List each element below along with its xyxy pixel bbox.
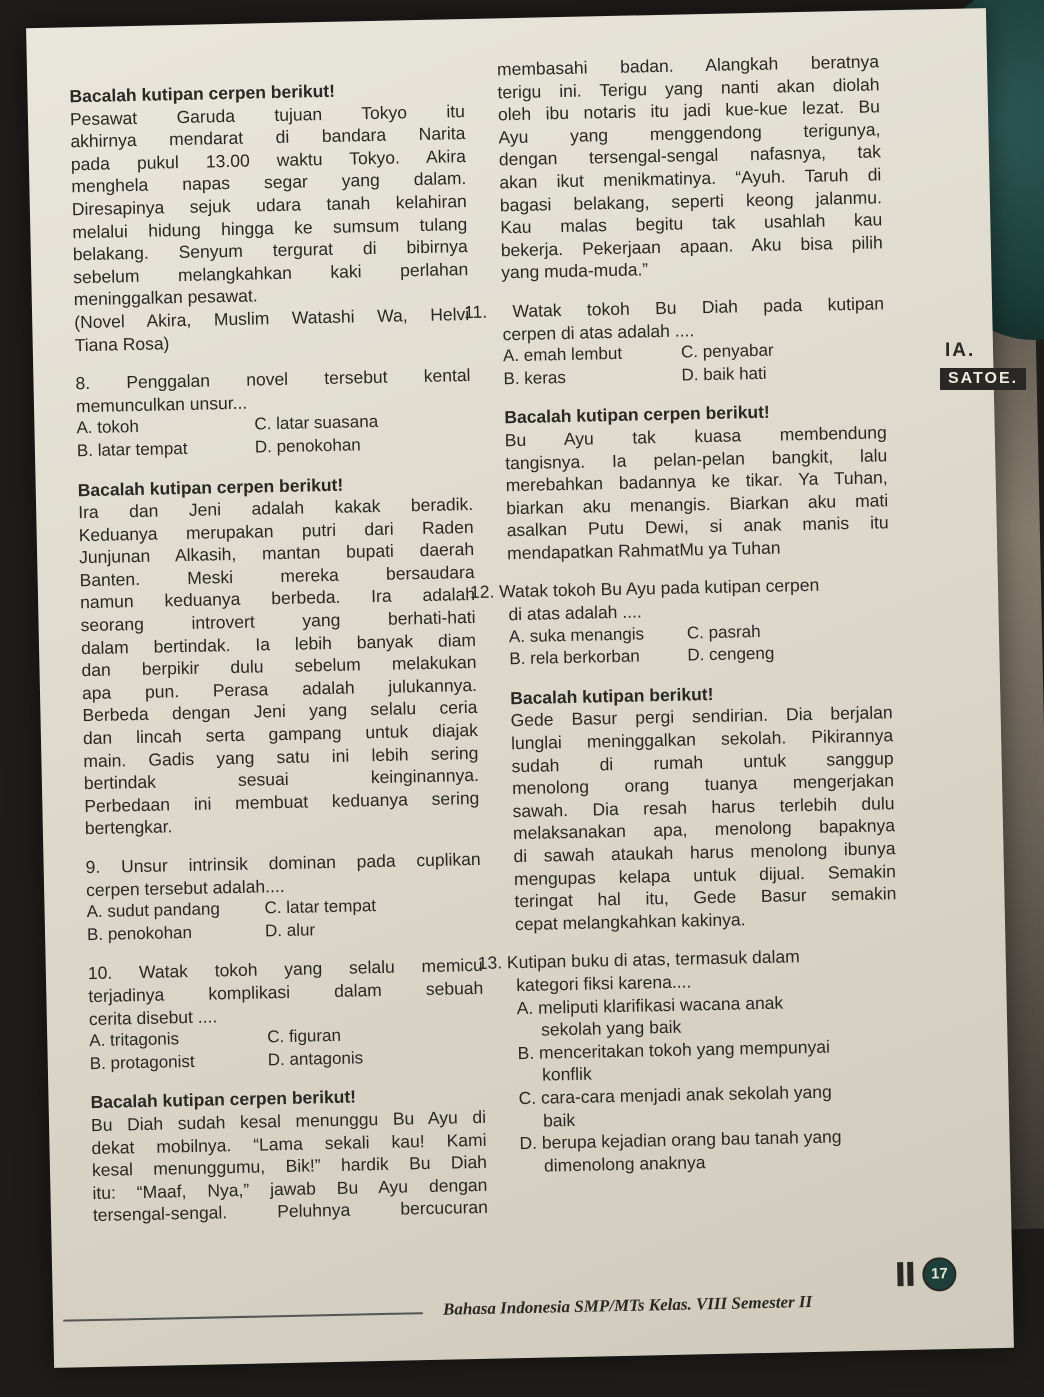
page-number: 17: [922, 1257, 957, 1292]
left-column: [69, 77, 488, 1227]
answer-option[interactable]: D. penokohan: [254, 435, 361, 457]
footer-mark: [897, 1262, 904, 1286]
passage-line: Gede Basur pergi sendirian. Dia berjalan: [510, 702, 893, 731]
answer-option[interactable]: B. rela berkorban: [509, 646, 640, 669]
answer-option[interactable]: D. cengeng: [687, 643, 775, 665]
passage-line: namun keduanya berbeda. Ira adalah: [79, 584, 476, 613]
answer-option[interactable]: C. latar suasana: [254, 412, 379, 434]
question-text: 8. Penggalan novel tersebut kental: [75, 365, 471, 394]
answer-option[interactable]: B. protagonist: [89, 1051, 195, 1073]
question-11: [464, 292, 886, 391]
answer-option[interactable]: A. sudut pandang: [86, 899, 221, 922]
poster-label: IA.: [945, 340, 976, 361]
answer-option[interactable]: A. tokoh: [76, 417, 140, 438]
footer-book-title: Bahasa Indonesia SMP/MTs Kelas. VIII Semester II: [442, 1292, 813, 1319]
passage-line: cepat melangkahkan kakinya.: [514, 909, 746, 934]
question-text: di atas adalah ....: [508, 601, 642, 625]
passage-line: merebahkan badannya ke tikar. Ya Tuhan,: [505, 467, 888, 496]
passage-1: [69, 77, 470, 356]
passage-line: lunglai meninggalkan sekolah. Pikirannya: [510, 725, 894, 754]
passage-line: mengupas kelapa untuk dijual. Semakin: [513, 860, 897, 889]
passage-line: oleh ibu notaris itu jadi kue-kue lezat. Bu: [497, 96, 881, 125]
passage-line: Berbeda dengan Jeni yang selalu ceria: [82, 697, 478, 726]
passage-line: dengan tersengal-sengal nafasnya, tak: [498, 141, 882, 170]
answer-option[interactable]: B. menceritakan tokoh yang mempunyai: [517, 1036, 831, 1063]
passage-line: Ira dan Jeni adalah kakak beradik.: [78, 494, 474, 523]
question-text: cerita disebut ....: [88, 1005, 218, 1029]
answer-option[interactable]: B. keras: [503, 367, 567, 388]
passage-heading: Bacalah kutipan cerpen berikut!: [90, 1086, 357, 1113]
passage-line: bertindak sesuai keinginannya.: [83, 765, 480, 794]
passage-line: melalui hidung hingga ke sumsum tulang: [72, 213, 468, 242]
passage-line: akhirnya mendarat di bandara Narita: [70, 123, 466, 152]
passage-line: melaksanakan apa, menolong bapaknya: [512, 815, 896, 844]
passage-line: akan ikut menikmatinya. “Ayuh. Taruh di: [499, 164, 882, 193]
question-text: memunculkan unsur...: [75, 392, 248, 416]
passage-2: [78, 470, 480, 840]
passage-line: membasahi badan. Alangkah beratnya: [496, 51, 880, 80]
passage-4: [466, 399, 889, 566]
passage-3-continued: [459, 50, 884, 285]
question-text: 11. Watak tokoh Bu Diah pada kutipan: [463, 293, 885, 323]
answer-option-cont: baik: [542, 1109, 576, 1131]
passage-line: teringat hal itu, Gede Basur semakin: [514, 883, 897, 912]
passage-line: meninggalkan pesawat.: [73, 285, 258, 310]
poster-label: SATOE.: [940, 368, 1026, 390]
footer-mark: [907, 1262, 914, 1286]
passage-line: dan berpikir dulu sebelum melakukan: [81, 652, 477, 681]
question-13: [478, 944, 903, 1179]
passage-line: apa pun. Perasa adalah julukannya.: [81, 674, 478, 704]
answer-option[interactable]: A. meliputi klarifikasi wacana anak: [516, 992, 784, 1018]
answer-option[interactable]: D. alur: [264, 920, 316, 941]
passage-line: bekerja. Pekerjaan apaan. Aku bisa pilih: [500, 232, 883, 261]
answer-option[interactable]: C. latar tempat: [264, 896, 377, 918]
passage-line: belakang. Senyum tergurat di bibirnya: [72, 236, 468, 265]
passage-line: seorang introvert yang berhati-hati: [80, 606, 476, 636]
answer-option[interactable]: B. penokohan: [86, 922, 193, 944]
passage-line: di sawah ataukah harus menolong ibunya: [513, 838, 896, 867]
answer-option[interactable]: A. suka menangis: [508, 624, 645, 646]
passage-line: Bu Diah sudah kesal menunggu Bu Ayu di: [90, 1106, 487, 1136]
passage-line: sudah di rumah untuk sanggup: [511, 747, 894, 776]
question-text: 9. Unsur intrinsik dominan pada cuplikan: [85, 848, 481, 878]
passage-line: Ayu yang menggendong terigunya,: [498, 119, 881, 148]
passage-line: biarkan aku menangis. Biarkan aku mati: [506, 489, 889, 518]
passage-line: dalam bertindak. Ia lebih banyak diam: [80, 629, 477, 658]
passage-line: asalkan Putu Dewi, si anak manis itu: [506, 512, 889, 541]
passage-line: Pesawat Garuda tujuan Tokyo itu: [69, 100, 466, 129]
answer-option-cont: konflik: [541, 1063, 592, 1085]
passage-line: pada pukul 13.00 waktu Tokyo. Akira: [70, 145, 467, 175]
answer-option[interactable]: B. latar tempat: [76, 438, 188, 461]
answer-option[interactable]: C. pasrah: [686, 621, 761, 643]
passage-line: main. Gadis yang satu ini lebih sering: [83, 742, 479, 771]
footer-divider: [63, 1312, 423, 1322]
answer-option-cont: dimenolong anaknya: [543, 1151, 706, 1176]
passage-line: bagasi belakang, seperti keong jalanmu.: [499, 186, 883, 215]
answer-option[interactable]: C. penyabar: [680, 340, 774, 362]
passage-5: [472, 679, 897, 936]
answer-option-cont: sekolah yang baik: [540, 1016, 682, 1040]
answer-option[interactable]: C. cara-cara menjadi anak sekolah yang: [518, 1081, 832, 1109]
question-text: 13. Kutipan buku di atas, termasuk dalam: [477, 946, 800, 974]
answer-option[interactable]: A. tritagonis: [89, 1029, 180, 1051]
question-10: [88, 954, 485, 1075]
answer-option[interactable]: C. figuran: [267, 1025, 342, 1047]
right-column: [459, 50, 902, 1178]
question-9: [85, 848, 482, 947]
passage-line: Banten. Meski mereka bersaudara: [79, 561, 475, 591]
passage-source: (Novel Akira, Muslim Watashi Wa, Helvi: [74, 303, 470, 333]
passage-line: Kau malas begitu tak usahlah kau: [500, 209, 883, 238]
passage-line: terigu ini. Terigu yang nanti akan diolah: [497, 73, 880, 102]
passage-line: yang muda-muda.”: [501, 259, 649, 283]
answer-option[interactable]: D. antagonis: [267, 1048, 364, 1070]
passage-heading: Bacalah kutipan cerpen berikut!: [69, 80, 336, 107]
passage-line: tersengal-sengal. Peluhnya bercucuran: [92, 1197, 489, 1226]
answer-option[interactable]: A. emah lembut: [502, 343, 623, 366]
question-text: kategori fiksi karena....: [516, 971, 692, 996]
question-text: terjadinya komplikasi dalam sebuah: [88, 977, 484, 1007]
answer-option[interactable]: D. baik hati: [681, 363, 767, 385]
passage-line: menghela napas segar yang dalam.: [71, 168, 467, 197]
passage-line: dan lincah serta gampang untuk diajak: [82, 719, 479, 749]
passage-line: bertengkar.: [84, 816, 173, 839]
passage-line: mendapatkan RahmatMu ya Tuhan: [506, 537, 781, 564]
passage-line: Junjunan Alkasih, mantan bupati daerah: [78, 539, 475, 568]
question-12: [470, 573, 892, 672]
passage-line: Diresapinya sejuk udara tanah kelahiran: [71, 190, 467, 220]
passage-line: itu: “Maaf, Nya,” jawab Bu Ayu dengan: [92, 1174, 488, 1203]
passage-line: sebelum melangkahkan kaki perlahan: [73, 258, 469, 288]
passage-heading: Bacalah kutipan berikut!: [509, 683, 714, 709]
question-8: [75, 364, 472, 463]
passage-heading: Bacalah kutipan cerpen berikut!: [77, 474, 344, 500]
question-text: 10. Watak tokoh yang selalu memicu: [87, 955, 484, 984]
passage-line: dekat mobilnya. “Lama sekali kau! Kami: [91, 1129, 487, 1158]
question-text: cerpen di atas adalah ....: [502, 319, 695, 344]
passage-line: tangisnya. Ia pelan-pelan bangkit, lalu: [505, 444, 888, 473]
textbook-page: [26, 8, 1014, 1368]
passage-line: menolong orang tuanya mengerjakan: [511, 770, 895, 799]
question-text: cerpen tersebut adalah....: [85, 875, 285, 900]
passage-line: Perbedaan ini membuat keduanya sering: [84, 787, 480, 816]
passage-3: [90, 1083, 488, 1227]
answer-option[interactable]: D. berupa kejadian orang bau tanah yang: [519, 1126, 842, 1154]
passage-line: kesal menunggumu, Bik!” hardik Bu Diah: [91, 1151, 488, 1181]
passage-line: sawah. Dia resah harus terlebih dulu: [512, 792, 895, 821]
passage-line: Keduanya merupakan putri dari Raden: [78, 516, 474, 545]
passage-line: Bu Ayu tak kuasa membendung: [504, 422, 887, 451]
passage-heading: Bacalah kutipan cerpen berikut!: [504, 402, 770, 428]
question-text: 12. Watak tokoh Bu Ayu pada kutipan cerpen: [469, 575, 820, 603]
passage-source: Tiana Rosa): [74, 332, 170, 355]
